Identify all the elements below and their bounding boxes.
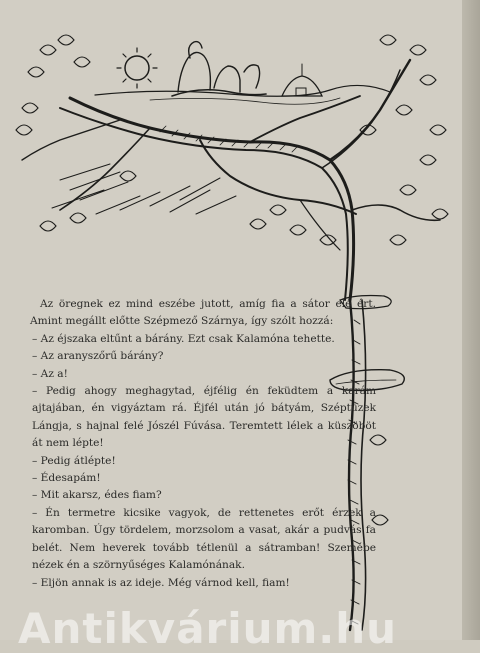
figures-drawing	[178, 42, 260, 92]
tree-trunk	[70, 98, 354, 300]
dialogue-line: – Az a!	[32, 367, 68, 380]
dialogue-line: – Pedig ahogy meghagytad, éjfélig én feküdtem a karám ajtajában, én vigyáztam rá. Éjfél után jó bátyám, Széptüzek Lángja, s hajnal felé Jószél Fúvása. Teremtett lélek a küszöböt át nem lépte!	[32, 385, 376, 450]
dialogue-line: – Eljön annak is az ideje. Még várnod kell, fiam!	[32, 576, 290, 589]
sun-icon	[125, 56, 149, 80]
dialogue-line: – Pedig átlépte!	[32, 454, 116, 467]
dialogue-line: – Az aranyszőrű bárány?	[32, 350, 164, 363]
paragraph: Az öregnek ez mind eszébe jutott, amíg fia a sátor elé ért. Amint megállt előtte Szépmező Szárnya, így szólt hozzá:	[30, 298, 376, 328]
dialogue-line: – Mit akarsz, édes fiam?	[32, 489, 162, 502]
page-edge	[462, 0, 480, 640]
watermark: Antikvárium.hu	[18, 604, 398, 653]
dialogue-line: – Én termetre kicsike vagyok, de rettenetes erőt érzek a karomban. Úgy tördelem, morzsolom a vasat, akár a pudvás fa belét. Nem heverek tovább tétlenül a sátramban! Szemébe nézek én a szörnyűséges Kalamónának.	[32, 506, 376, 572]
dialogue-line: – Édesapám!	[32, 472, 101, 485]
story-text	[30, 296, 376, 592]
dialogue-line: – Az éjszaka eltűnt a bárány. Ezt csak Kalamóna tehette.	[32, 332, 335, 345]
